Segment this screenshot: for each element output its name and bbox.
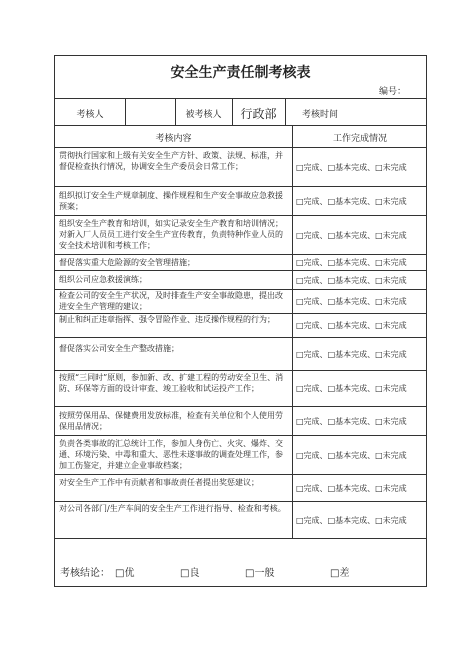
content-column-header: 考核内容 (155, 134, 192, 144)
department-value: 行政部 (240, 107, 277, 121)
assessment-item-8: 督促落实公司安全生产整改措施； (59, 343, 179, 353)
status-options-8 (296, 349, 426, 360)
status-mostly-complete-checkbox[interactable]: □基本完成、 (327, 230, 376, 240)
assessment-item-7: 制止和纠正违章指挥、强令冒险作业、违反操作规程的行为； (59, 315, 275, 324)
status-options-13 (296, 515, 426, 526)
status-options-3 (296, 230, 426, 241)
status-options-6 (296, 296, 426, 307)
status-incomplete-checkbox[interactable]: □未完成 (375, 349, 407, 359)
conclusion-option-excellent[interactable]: □优 (115, 568, 135, 579)
status-options-10 (296, 416, 426, 427)
status-mostly-complete-checkbox[interactable]: □基本完成、 (327, 196, 376, 206)
status-complete-checkbox[interactable]: □完成、 (296, 321, 328, 330)
status-mostly-complete-checkbox[interactable]: □基本完成、 (327, 258, 376, 267)
status-complete-checkbox[interactable]: □完成、 (296, 384, 328, 393)
status-complete-checkbox[interactable]: □完成、 (296, 349, 328, 359)
status-incomplete-checkbox[interactable]: □未完成 (375, 297, 407, 306)
conclusion-option-good[interactable]: □良 (180, 568, 200, 579)
assessment-item-1: 贯彻执行国家和上级有关安全生产方针、政策、法规、标准，并督促检查执行情况，协调安全生产委员会日常工作； (59, 151, 283, 171)
assessment-item-6: 检查公司的安全生产状况，及时排查生产安全事故隐患，提出改进安全生产管理的建议； (59, 291, 283, 311)
assessment-item-5: 组织公司应急救援演练； (59, 275, 147, 284)
status-complete-checkbox[interactable]: □完成、 (296, 275, 328, 285)
status-incomplete-checkbox[interactable]: □未完成 (375, 515, 407, 525)
status-options-5 (296, 275, 426, 286)
status-mostly-complete-checkbox[interactable]: □基本完成、 (327, 384, 376, 393)
examiner-label: 考核人 (76, 110, 104, 120)
examinee-label: 被考核人 (185, 110, 222, 120)
status-incomplete-checkbox[interactable]: □未完成 (375, 230, 407, 240)
assessment-item-12: 对安全生产工作中有贡献者和事故责任者提出奖惩建议； (59, 477, 259, 487)
assessment-item-13: 对公司各部门/生产车间的安全生产工作进行指导、检查和考核。 (59, 504, 286, 513)
status-options-11 (296, 450, 426, 461)
status-options-12 (296, 483, 426, 494)
status-complete-checkbox[interactable]: □完成、 (296, 450, 328, 460)
status-options-4 (296, 257, 426, 268)
conclusion-option-fair[interactable]: □一般 (245, 568, 275, 579)
status-mostly-complete-checkbox[interactable]: □基本完成、 (327, 349, 376, 359)
status-complete-checkbox[interactable]: □完成、 (296, 515, 328, 525)
status-complete-checkbox[interactable]: □完成、 (296, 162, 328, 172)
conclusion-option-poor[interactable]: □差 (330, 568, 350, 579)
assessment-item-9: 按照“三同时”原则，参加新、改、扩建工程的劳动安全卫生、消防、环保等方面的设计审查、竣工验收和试运投产工作； (59, 372, 284, 393)
number-label: 编号： (378, 87, 406, 97)
status-complete-checkbox[interactable]: □完成、 (296, 483, 328, 493)
status-complete-checkbox[interactable]: □完成、 (296, 196, 328, 206)
status-complete-checkbox[interactable]: □完成、 (296, 258, 328, 267)
status-complete-checkbox[interactable]: □完成、 (296, 230, 328, 240)
status-options-7 (296, 320, 426, 331)
status-complete-checkbox[interactable]: □完成、 (296, 416, 328, 426)
status-incomplete-checkbox[interactable]: □未完成 (375, 450, 407, 460)
assessment-form (54, 55, 427, 587)
status-complete-checkbox[interactable]: □完成、 (296, 297, 328, 306)
status-mostly-complete-checkbox[interactable]: □基本完成、 (327, 275, 376, 285)
status-mostly-complete-checkbox[interactable]: □基本完成、 (327, 515, 376, 525)
status-options-2 (296, 196, 426, 207)
status-incomplete-checkbox[interactable]: □未完成 (375, 196, 407, 206)
status-mostly-complete-checkbox[interactable]: □基本完成、 (327, 297, 376, 306)
assessment-item-2: 组织拟订安全生产规章制度、操作规程和生产安全事故应急救援预案； (59, 190, 283, 211)
assessment-item-3: 组织安全生产教育和培训，如实记录安全生产教育和培训情况；对新入厂人员员工进行安全生产宣传教育，负责特种作业人员的安全技术培训和考核工作； (59, 219, 283, 250)
assessment-item-4: 督促落实重大危险源的安全管理措施； (59, 257, 195, 267)
status-incomplete-checkbox[interactable]: □未完成 (375, 416, 407, 426)
status-options-1 (296, 162, 426, 173)
status-mostly-complete-checkbox[interactable]: □基本完成、 (327, 321, 376, 330)
assessment-item-10: 按照劳保用品、保健费用发放标准，检查有关单位和个人使用劳保用品情况； (59, 410, 283, 431)
assessment-item-11: 负责各类事故的汇总统计工作，参加人身伤亡、火灾、爆炸、交通、环境污染、中毒和重大、恶性未遂事故的调查处理工作，参加工伤鉴定，并建立企业事故档案； (59, 439, 283, 470)
status-mostly-complete-checkbox[interactable]: □基本完成、 (327, 450, 376, 460)
form-title: 安全生产责任制考核表 (170, 65, 311, 81)
conclusion-label: 考核结论： (60, 568, 110, 579)
status-incomplete-checkbox[interactable]: □未完成 (375, 258, 407, 267)
status-mostly-complete-checkbox[interactable]: □基本完成、 (327, 483, 376, 493)
status-incomplete-checkbox[interactable]: □未完成 (375, 275, 407, 285)
status-incomplete-checkbox[interactable]: □未完成 (375, 321, 407, 330)
status-mostly-complete-checkbox[interactable]: □基本完成、 (327, 162, 376, 172)
status-column-header: 工作完成情况 (332, 134, 387, 144)
status-incomplete-checkbox[interactable]: □未完成 (375, 483, 407, 493)
status-incomplete-checkbox[interactable]: □未完成 (375, 162, 407, 172)
time-label: 考核时间 (301, 110, 338, 120)
status-options-9 (296, 383, 426, 394)
status-mostly-complete-checkbox[interactable]: □基本完成、 (327, 416, 376, 426)
status-incomplete-checkbox[interactable]: □未完成 (375, 384, 407, 393)
